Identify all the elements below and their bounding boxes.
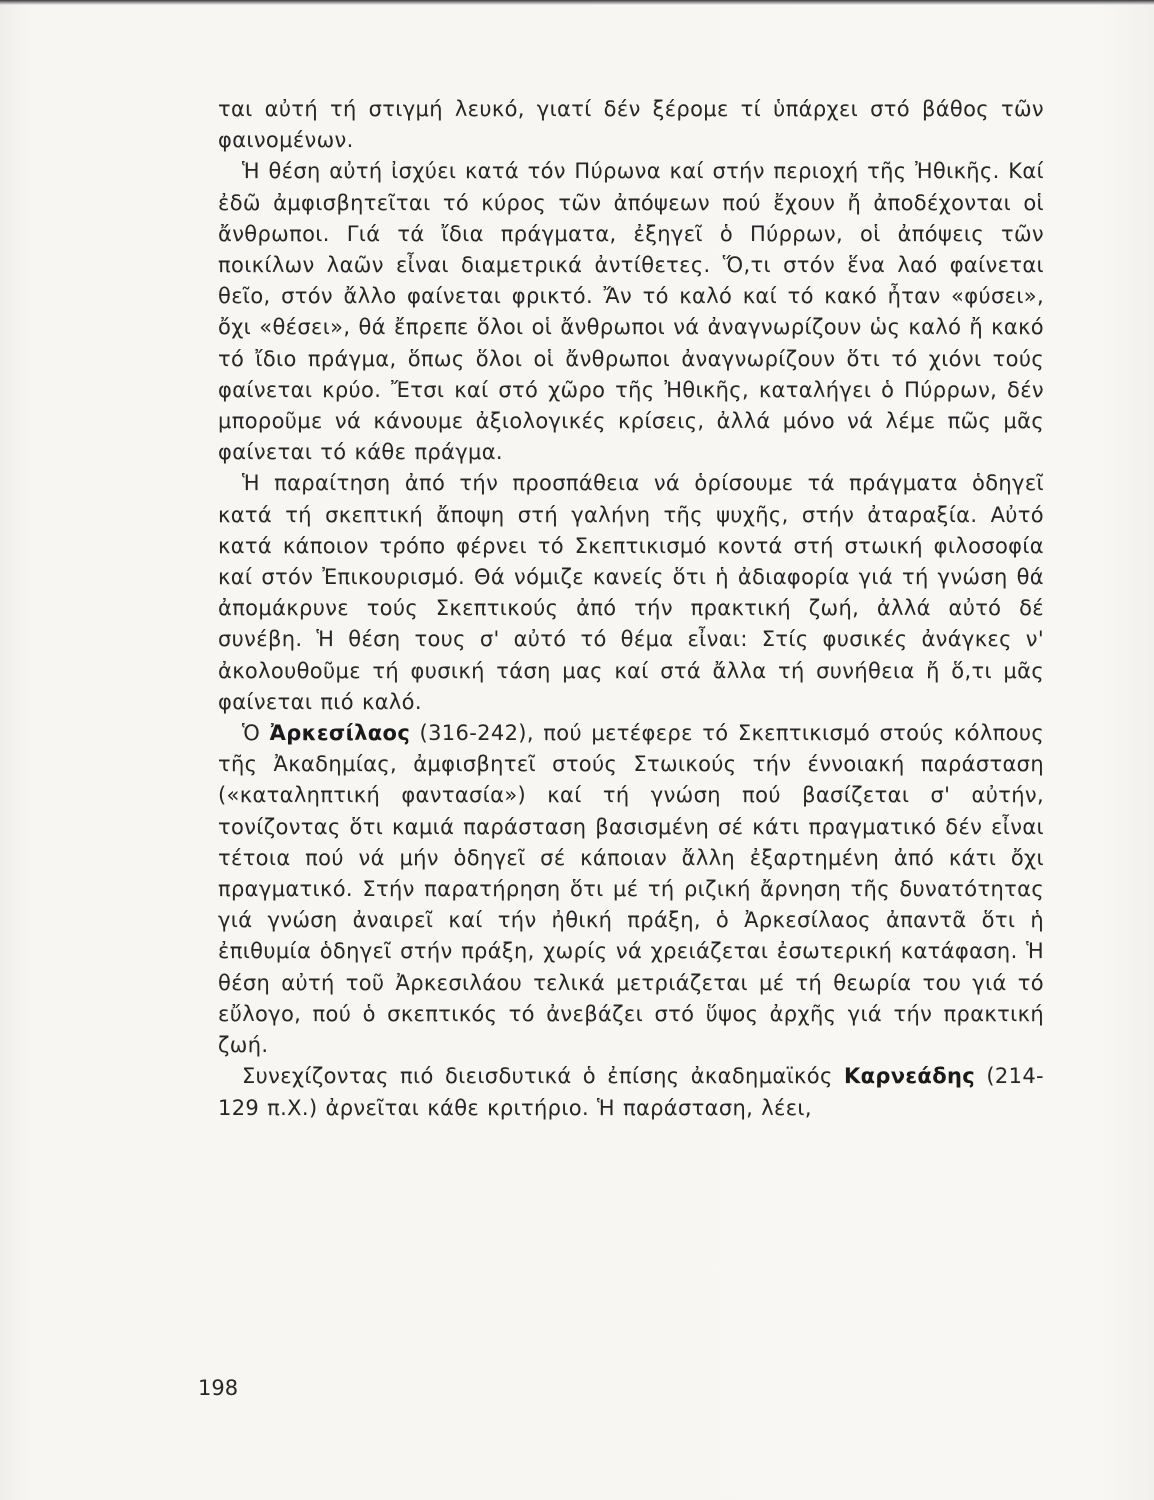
text-run: Ἡ θέση αὐτή ἰσχύει κατά τόν Πύρωνα καί στήν περιοχή τῆς Ἠθικῆς. Καί ἐδῶ ἀμφισβητεῖται τό κύρος τῶν ἀπόψεων πού ἔχουν ἤ ἀποδέχονται οἱ ἄνθρωποι. Γιά τά ἴδια πράγματα, ἐξηγεῖ ὁ Πύρρων, οἱ ἀπόψεις τῶν ποικίλων λαῶν εἶναι διαμετρικά ἀντίθετες. Ὅ,τι στόν ἕνα λαό φαίνεται θεῖο, στόν ἄλλο φαίνεται φρικτό. Ἄν τό καλό καί τό κακό ἦταν «φύσει», ὄχι «θέσει», θά ἔπρεπε ὅλοι οἱ ἄνθρωποι νά ἀναγνωρίζουν ὡς καλό ἤ κακό τό ἴδιο πράγμα, ὅπως ὅλοι οἱ ἄνθρωποι ἀναγνωρίζουν ὅτι τό χιόνι τούς φαίνεται κρύο. Ἔτσι καί στό χῶρο τῆς Ἠθικῆς, καταλήγει ὁ Πύρρων, δέν μποροῦμε νά κάνουμε ἀξιολογικές κρίσεις, ἀλλά μόνο νά λέμε πῶς μᾶς φαίνεται τό κάθε πράγμα. [218,159,1044,465]
paragraph-4 [218,718,1044,1061]
page-top-edge-shadow [0,0,1154,5]
text-run: Ὁ [242,721,270,746]
page-number: 198 [198,1376,239,1400]
page-body-text [218,94,1044,1124]
text-run: Συνεχίζοντας πιό διεισδυτικά ὁ ἐπίσης ἀκαδημαϊκός [242,1064,844,1089]
text-run: Ἡ παραίτηση ἀπό τήν προσπάθεια νά ὁρίσουμε τά πράγματα ὁδηγεῖ κατά τή σκεπτική ἄποψη στή γαλήνη τῆς ψυχῆς, στήν ἀταραξία. Αὐτό κατά κάποιον τρόπο φέρνει τό Σκεπτικισμό κοντά στή στωική φιλοσοφία καί στόν Ἐπικουρισμό. Θά νόμιζε κανείς ὅτι ἡ ἀδιαφορία γιά τή γνώση θά ἀπομάκρυνε τούς Σκεπτικούς ἀπό τήν πρακτική ζωή, ἀλλά αὐτό δέ συνέβη. Ἡ θέση τους σ' αὐτό τό θέμα εἶναι: Στίς φυσικές ἀνάγκες ν' ἀκολουθοῦμε τή φυσική τάση μας καί στά ἄλλα τή συνήθεια ἤ ὅ,τι μᾶς φαίνεται πιό καλό. [218,471,1044,714]
text-run: (214-129 π.Χ.) ἀρνεῖται κάθε κριτήριο. Ἡ παράσταση, λέει, [218,1064,1044,1120]
bold-name-karneadis: Καρνεάδης [843,1064,976,1089]
text-run: ται αὐτή τή στιγμή λευκό, γιατί δέν ξέρομε τί ὑπάρχει στό βάθος τῶν φαινομένων. [218,97,1044,153]
paragraph-2 [218,156,1044,468]
paragraph-3 [218,468,1044,718]
paragraph-1 [218,94,1044,156]
text-run: (316-242), πού μετέφερε τό Σκεπτικισμό στούς κόλπους τῆς Ἀκαδημίας, ἀμφισβητεῖ στούς Στωικούς τήν έννοιακή παράσταση («καταληπτική φαντασία») καί τή γνώση πού βασίζεται σ' αὐτήν, τονίζοντας ὅτι καμιά παράσταση βασισμένη σέ κάτι πραγματικό δέν εἶναι τέτοια πού νά μήν ὁδηγεῖ σέ κάποιαν ἄλλη ἐξαρτημένη ἀπό κάτι ὄχι πραγματικό. Στήν παρατήρηση ὅτι μέ τή ριζική ἄρνηση τῆς δυνατότητας γιά γνώση ἀναιρεῖ καί τήν ἠθική πράξη, ὁ Ἀρκεσίλαος ἀπαντᾶ ὅτι ἡ ἐπιθυμία ὁδηγεῖ στήν πράξη, χωρίς νά χρειάζεται ἐσωτερική κατάφαση. Ἡ θέση αὐτή τοῦ Ἀρκεσιλάου τελικά μετριάζεται μέ τή θεωρία του γιά τό εὔλογο, πού ὁ σκεπτικός τό ἀνεβάζει στό ὕψος ἀρχῆς γιά τήν πρακτική ζωή. [218,721,1045,1058]
paragraph-5 [218,1061,1044,1123]
bold-name-arkesilaos: Ἀρκεσίλαος [269,721,411,746]
